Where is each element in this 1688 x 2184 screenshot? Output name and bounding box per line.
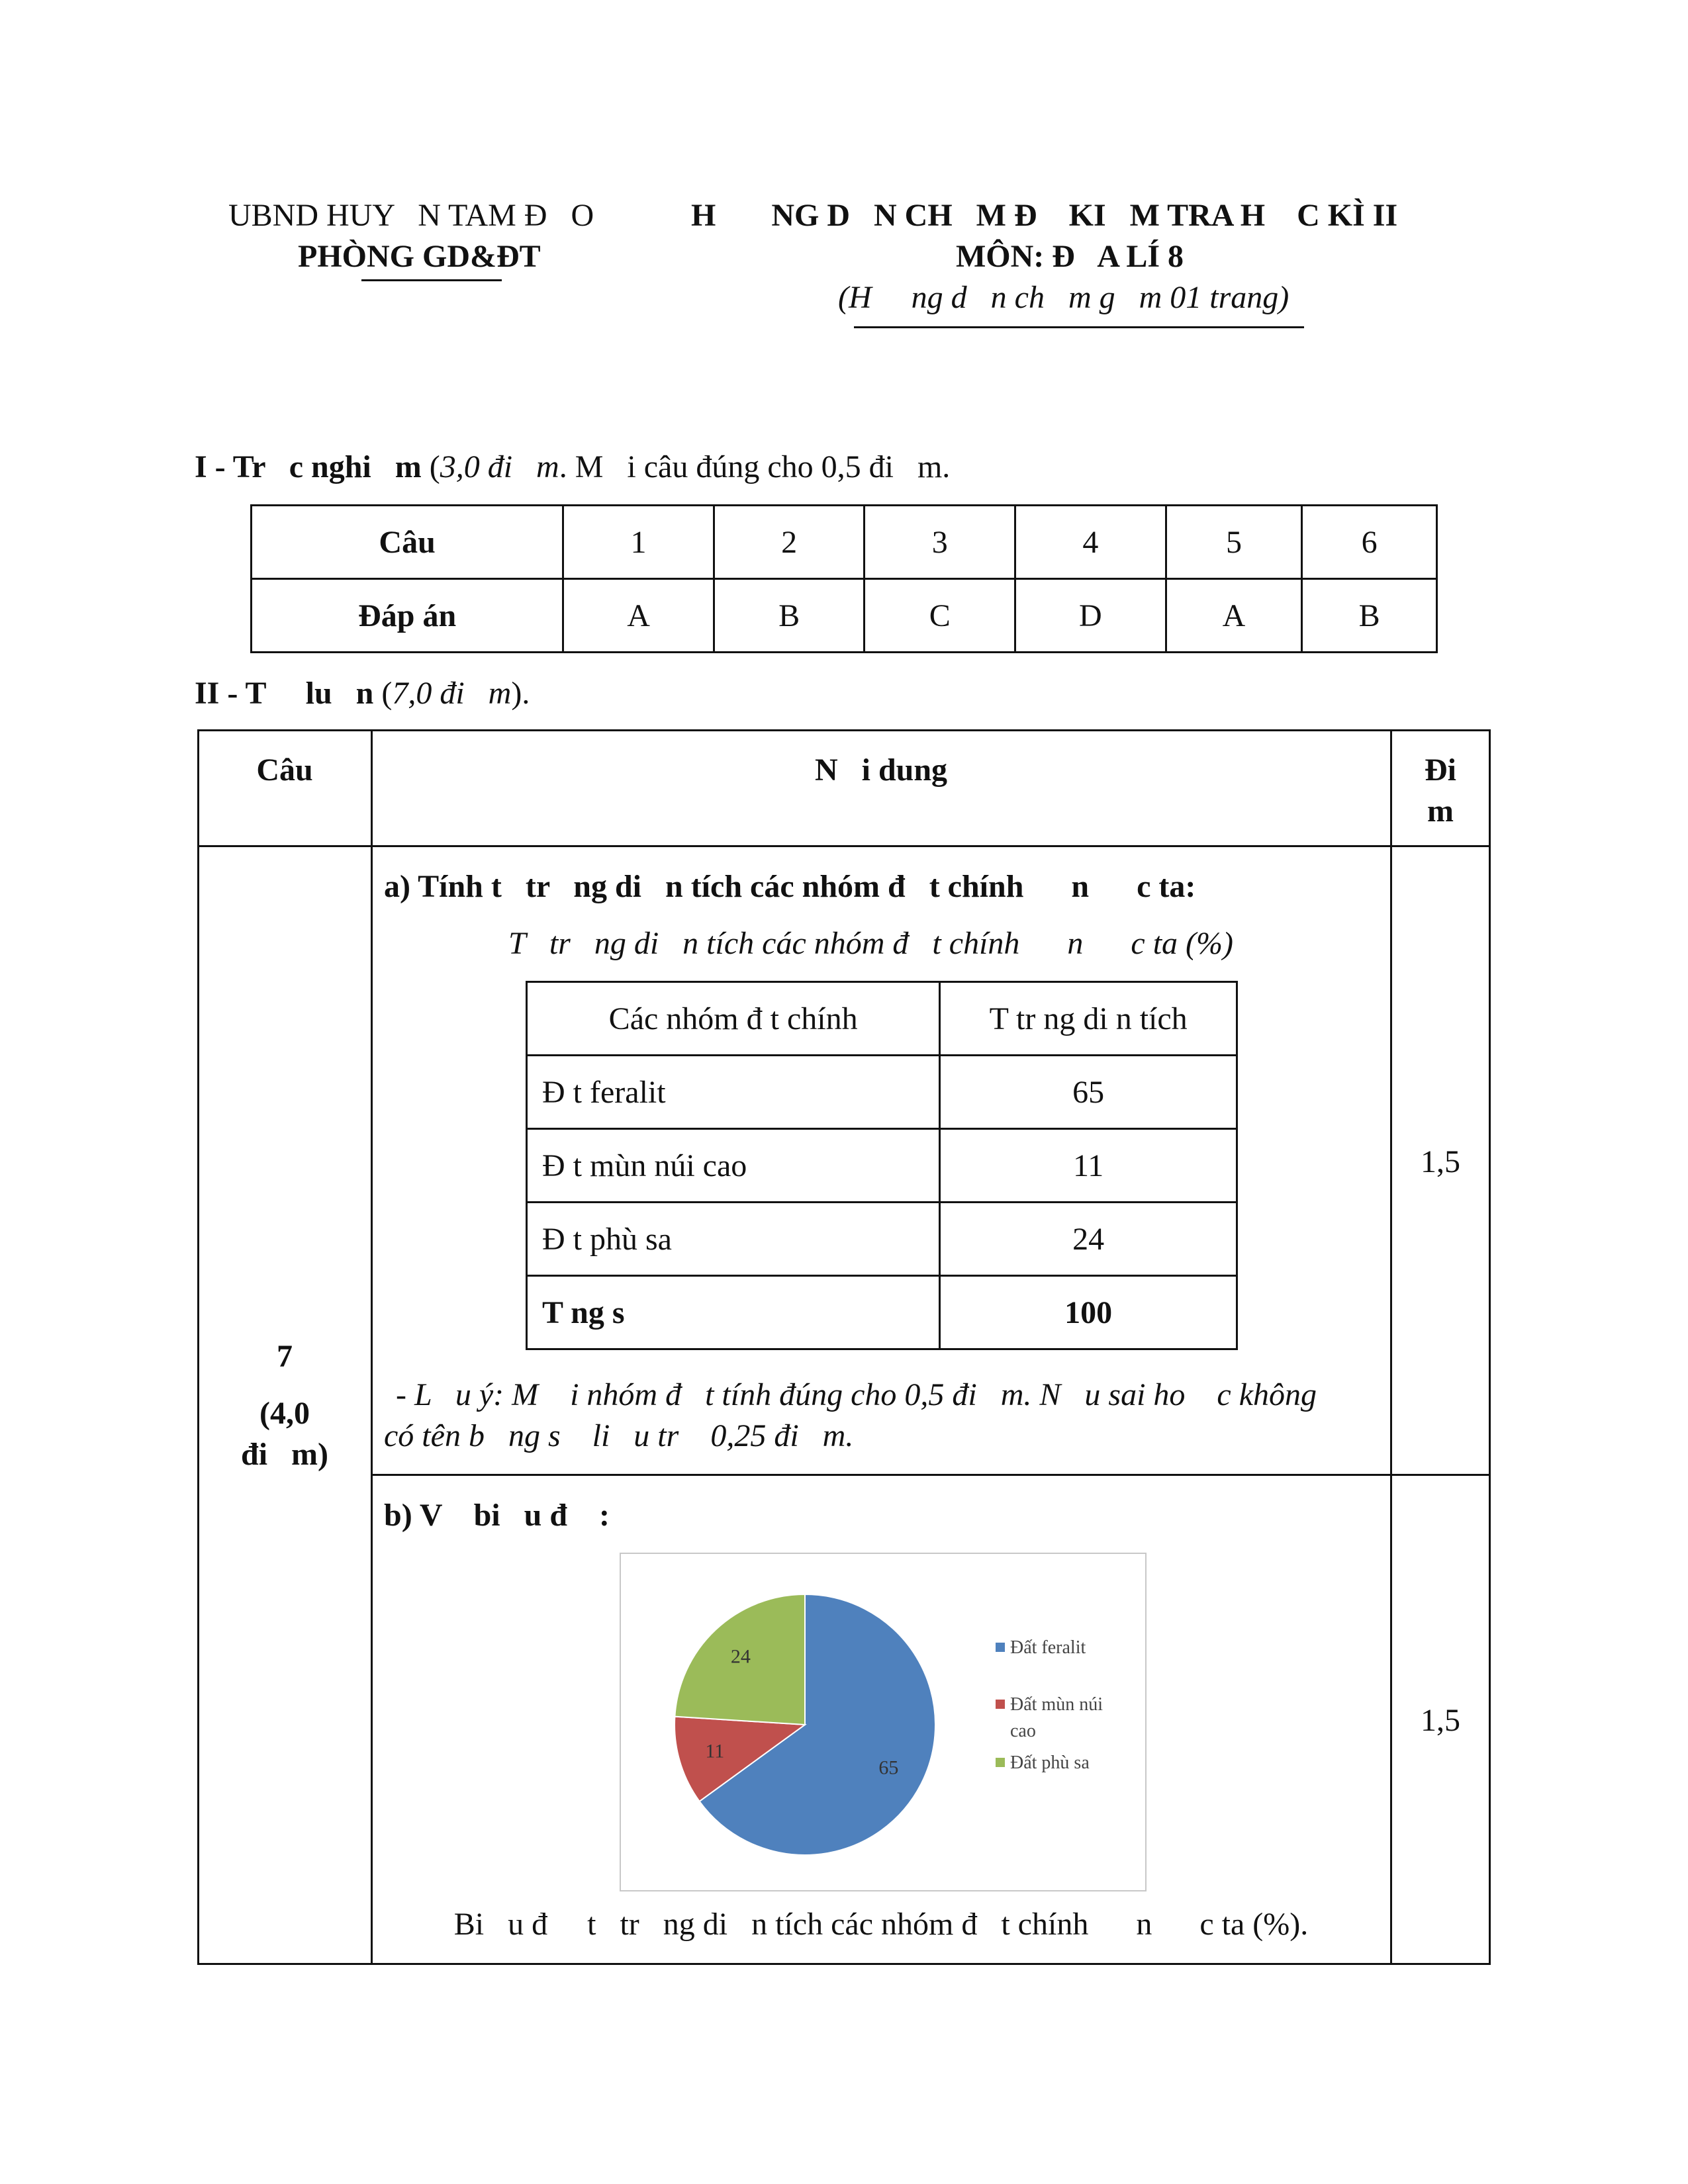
question-number: 4 bbox=[1015, 506, 1166, 579]
legend-label: Đất phù sa bbox=[1010, 1752, 1090, 1773]
legend-swatch bbox=[996, 1758, 1005, 1767]
answer-header-cell: Đáp án bbox=[252, 579, 563, 653]
district-name: UBND HUY N TAM Đ O bbox=[228, 198, 594, 233]
total-label: T ng s bbox=[527, 1276, 940, 1349]
subject-title: MÔN: Đ A LÍ 8 bbox=[956, 239, 1184, 274]
title-underline bbox=[854, 326, 1304, 328]
question-number: 2 bbox=[714, 506, 865, 579]
question-number: 6 bbox=[1302, 506, 1437, 579]
pie-data-label: 24 bbox=[730, 1645, 751, 1668]
legend-label: Đất mùn núi cao bbox=[1010, 1694, 1103, 1741]
col-header-points-1: Đi bbox=[1425, 752, 1456, 788]
answer-cell: A bbox=[563, 579, 714, 653]
soil-name: Đ t feralit bbox=[527, 1056, 940, 1129]
table-border-row bbox=[372, 1474, 1491, 1476]
legend-swatch bbox=[996, 1643, 1005, 1652]
soil-table-header-row bbox=[527, 982, 1237, 1056]
question-header-cell: Câu bbox=[252, 506, 563, 579]
soil-table-col-share: T tr ng di n tích bbox=[940, 982, 1237, 1056]
table-row bbox=[527, 1203, 1237, 1276]
soil-table-col-groups: Các nhóm đ t chính bbox=[527, 982, 940, 1056]
answer-cell: D bbox=[1015, 579, 1166, 653]
part-a-score: 1,5 bbox=[1421, 1144, 1460, 1179]
answer-cell: C bbox=[865, 579, 1015, 653]
pie-chart-svg bbox=[621, 1554, 1145, 1890]
answer-cell: A bbox=[1166, 579, 1302, 653]
table-border-header bbox=[197, 845, 1491, 847]
col-header-content: N i dung bbox=[814, 752, 948, 788]
part-b-score: 1,5 bbox=[1421, 1703, 1460, 1738]
part-a-table-title: T tr ng di n tích các nhóm đ t chính n c ta (%) bbox=[508, 926, 1233, 961]
part-b-heading: b) V bi u đ : bbox=[384, 1498, 610, 1533]
table-divider-1 bbox=[371, 729, 373, 1965]
col-header-question: Câu bbox=[256, 752, 313, 788]
soil-name: Đ t phù sa bbox=[527, 1203, 940, 1276]
page-count-note: (H ng d n ch m g m 01 trang) bbox=[838, 280, 1289, 315]
question-points-line1: (4,0 bbox=[259, 1396, 310, 1431]
total-value: 100 bbox=[940, 1276, 1237, 1349]
soil-share-table bbox=[526, 981, 1238, 1350]
table-row bbox=[527, 1056, 1237, 1129]
section-1-title: I - Tr c nghi m (3,0 đi m. M i câu đúng cho 0,5 đi m. bbox=[195, 449, 951, 484]
question-number: 1 bbox=[563, 506, 714, 579]
question-number: 5 bbox=[1166, 506, 1302, 579]
question-points-line2: đi m) bbox=[241, 1437, 328, 1472]
soil-table-total-row bbox=[527, 1276, 1237, 1349]
question-number: 3 bbox=[865, 506, 1015, 579]
chart-caption: Bi u đ t tr ng di n tích các nhóm đ t chính n c ta (%). bbox=[453, 1907, 1309, 1942]
legend-swatch bbox=[996, 1700, 1005, 1709]
soil-name: Đ t mùn núi cao bbox=[527, 1129, 940, 1203]
table-border-bottom bbox=[197, 1963, 1491, 1965]
soil-share: 65 bbox=[940, 1056, 1237, 1129]
answer-cell: B bbox=[714, 579, 865, 653]
table-divider-2 bbox=[1390, 729, 1392, 1965]
soil-share: 24 bbox=[940, 1203, 1237, 1276]
document-title: H NG D N CH M Đ KI M TRA H C KÌ II bbox=[691, 198, 1398, 233]
grading-note-line1: - L u ý: M i nhóm đ t tính đúng cho 0,5 đi m. N u sai ho c không bbox=[388, 1377, 1317, 1412]
section-2-title: II - T lu n (7,0 đi m). bbox=[195, 676, 530, 711]
col-header-points-2: m bbox=[1427, 794, 1454, 829]
department-name: PHÒNG GD&ĐT bbox=[298, 239, 541, 274]
pie-data-label: 65 bbox=[878, 1756, 899, 1779]
table-border-right bbox=[1489, 729, 1491, 1965]
soil-share: 11 bbox=[940, 1129, 1237, 1203]
part-a-heading: a) Tính t tr ng di n tích các nhóm đ t chính n c ta: bbox=[384, 869, 1196, 904]
question-number-7: 7 bbox=[277, 1339, 293, 1374]
answer-cell: B bbox=[1302, 579, 1437, 653]
pie-data-label: 11 bbox=[705, 1740, 725, 1762]
table-border-top bbox=[197, 729, 1491, 731]
pie-chart bbox=[620, 1553, 1147, 1891]
legend-label: Đất feralit bbox=[1010, 1637, 1086, 1658]
department-underline bbox=[361, 279, 502, 281]
question-number-row bbox=[252, 506, 1437, 579]
grading-note-line2: có tên b ng s li u tr 0,25 đi m. bbox=[384, 1418, 854, 1453]
table-row bbox=[527, 1129, 1237, 1203]
answer-key-table bbox=[250, 504, 1438, 653]
answer-row bbox=[252, 579, 1437, 653]
